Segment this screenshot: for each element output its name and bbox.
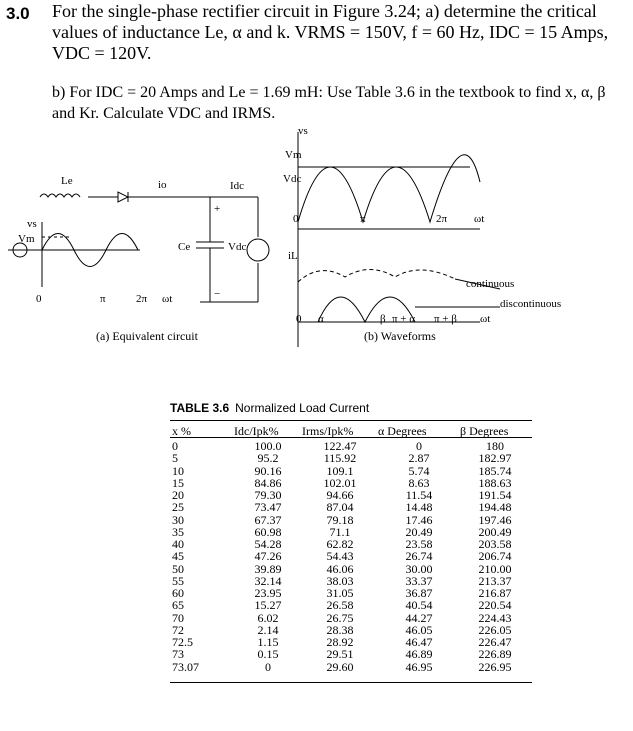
table-cell: 15 [172,475,184,490]
table-cell: 115.92 [323,451,357,466]
table-cell: 73.07 [172,659,199,674]
le-inductor [40,194,80,197]
table-cell: 55 [172,573,184,588]
table-cell: 44.27 [405,610,433,625]
table-cell: 14.48 [405,500,433,515]
table-cell: 185.74 [478,463,512,478]
table-bottom-rule [170,682,532,683]
question-part-a: For the single-phase rectifier circuit in Figure 3.24; a) determine the critical values of inductance Le, α and k. VRMS = 150V, f = 60 Hz, IDC = 15 Amps, VDC = 120V. [52,1,609,63]
table-cell: 39.89 [254,561,282,576]
figure-3-24 [0,122,633,347]
table-row [170,501,530,513]
table-row [170,648,530,660]
header-alpha: α Degrees [378,424,427,438]
table-cell: 180 [486,439,504,453]
table-cell: 100.0 [254,439,282,453]
question-part-b: b) For IDC = 20 Amps and Le = 1.69 mH: Use Table 3.6 in the textbook to find x, α, β and Kr. Calculate VDC and IRMS. [52,84,606,122]
table-cell: 40.54 [405,598,433,613]
pi-alpha-label: π + α [392,313,416,325]
table-cell: 216.87 [478,586,512,600]
table-cell: 29.51 [326,647,354,662]
table-cell: 11.54 [405,488,433,502]
question-number: 3.0 [6,4,30,23]
table-cell: 94.66 [326,488,354,502]
table-cell: 45 [172,549,184,564]
table-cell: 46.06 [326,561,354,576]
table-cell: 206.74 [478,549,512,564]
header-beta: β Degrees [460,424,509,438]
table-cell: 30.00 [405,561,433,576]
zero-label-right: 0 [293,213,299,225]
idc-label: Idc [230,180,245,192]
table-cell: 224.43 [478,610,512,625]
table-cell: 2.14 [257,622,279,637]
table-cell: 33.37 [405,573,433,588]
table-cell: 23.95 [254,586,282,600]
vm-label-right: Vm [285,149,302,161]
header-x-percent: x % [172,424,191,438]
zero-label-bottom: 0 [296,313,302,325]
table-cell: 54.43 [326,549,354,564]
vdc-label-right: Vdc [283,173,302,185]
table-cell: 23.58 [405,537,433,551]
table-cell: 5 [172,451,178,466]
vs-label-right: vs [298,125,308,137]
table-cell: 25 [172,500,184,515]
table-cell: 60.98 [254,524,282,539]
vm-label-left: Vm [18,233,35,245]
table-row [170,550,530,562]
pi-label-left: π [100,293,106,305]
table-cell: 109.1 [326,463,354,478]
table-cell: 0 [265,659,271,674]
table-cell: 213.37 [478,573,512,588]
table-cell: 73 [172,647,184,662]
table-title [170,401,369,415]
table-row [170,514,530,526]
table-cell: 40 [172,537,184,551]
table-row [170,563,530,575]
table-cell: 191.54 [478,488,512,502]
table-cell: 197.46 [478,512,512,527]
table-cell: 26.75 [326,610,354,625]
normalized-load-current-table [170,423,530,673]
wt-label-left: ωt [162,293,173,305]
table-cell: 0 [416,439,422,453]
le-label: Le [61,175,73,187]
table-row [170,599,530,611]
table-cell: 70 [172,610,184,625]
il-label: iL [288,250,298,262]
continuous-current-curve [298,270,455,283]
table-cell: 220.54 [478,598,512,613]
table-cell: 203.58 [478,537,512,551]
table-cell: 46.47 [405,635,433,649]
alpha-label: α [318,313,324,325]
table-cell: 54.28 [254,537,282,551]
pi-beta-label: π + β [434,313,457,325]
table-row [170,452,530,464]
table-cell: 8.63 [408,475,430,490]
table-cell: 29.60 [326,659,354,674]
table-cell: 1.15 [257,635,279,649]
table-cell: 0.15 [257,647,279,662]
table-cell: 102.01 [323,475,357,490]
table-cell: 67.37 [254,512,282,527]
table-cell: 226.89 [478,647,512,662]
table-cell: 17.46 [405,512,433,527]
table-cell: 182.97 [478,451,512,466]
table-cell: 20.49 [405,524,433,539]
table-cell: 226.05 [478,622,512,637]
table-cell: 87.04 [326,500,354,515]
waveform-caption: (b) Waveforms [364,329,436,343]
wt-label-right: ωt [474,213,485,225]
table-cell: 79.30 [254,488,282,502]
table-cell: 46.05 [405,622,433,637]
zero-label-left: 0 [36,293,42,305]
table-cell: 0 [172,439,178,453]
table-cell: 36.87 [405,586,433,600]
table-cell: 5.74 [408,463,430,478]
table-cell: 122.47 [323,439,357,453]
discontinuous-label: discontinuous [500,298,562,310]
table-cell: 47.26 [254,549,282,564]
table-cell: 32.14 [254,573,282,588]
table-cell: 26.58 [326,598,354,613]
continuous-label: continuous [466,278,515,290]
table-cell: 200.49 [478,524,512,539]
table-row [170,465,530,477]
io-label: io [158,179,167,191]
beta-label: β [380,313,386,325]
table-cell: 84.86 [254,475,282,490]
table-cell: 2.87 [408,451,430,466]
table-cell: 28.38 [326,622,354,637]
table-cell: 79.18 [326,512,354,527]
table-cell: 46.89 [405,647,433,662]
current-source-symbol [247,239,269,261]
wt-label-bottom: ωt [480,313,491,325]
ce-label: Ce [178,241,191,253]
table-cell: 15.27 [254,598,282,613]
minus-label: − [214,288,221,300]
table-label: TABLE 3.6 [170,401,230,415]
header-idc-ipk: Idc/Ipk% [234,424,279,438]
table-cell: 28.92 [326,635,354,649]
table-cell: 194.48 [478,500,512,515]
table-top-rule [170,420,532,421]
two-pi-label-right: 2π [436,213,448,225]
table-cell: 50 [172,561,184,576]
table-caption: Normalized Load Current [235,401,370,415]
table-cell: 226.47 [478,635,512,649]
table-cell: 226.95 [478,659,512,674]
vs-rectified-wave [298,155,480,222]
table-cell: 26.74 [405,549,433,564]
header-irms-ipk: Irms/Ipk% [302,424,354,438]
table-cell: 20 [172,488,184,502]
table-cell: 210.00 [478,561,512,576]
table-cell: 95.2 [257,451,279,466]
table-cell: 72 [172,622,184,637]
plus-label: + [214,203,221,215]
circuit-caption: (a) Equivalent circuit [96,329,198,343]
table-cell: 35 [172,524,184,539]
table-cell: 30 [172,512,184,527]
table-cell: 31.05 [326,586,354,600]
table-cell: 10 [172,463,184,478]
table-cell: 71.1 [329,524,351,539]
table-cell: 6.02 [257,610,279,625]
table-cell: 62.82 [326,537,354,551]
table-cell: 65 [172,598,184,613]
table-cell: 60 [172,586,184,600]
table-row [170,612,530,624]
table-cell: 73.47 [254,500,282,515]
vdc-label: Vdc [228,241,247,253]
table-cell: 188.63 [478,475,512,490]
table-cell: 46.95 [405,659,433,674]
vs-label-left: vs [27,218,37,230]
table-header-row [170,423,530,440]
table-cell: 90.16 [254,463,282,478]
table-cell: 72.5 [172,635,193,649]
table-cell: 38.03 [326,573,354,588]
table-row [170,661,530,673]
two-pi-label-left: 2π [136,293,148,305]
diode-symbol [118,192,128,202]
pi-label-right: π [360,213,366,225]
